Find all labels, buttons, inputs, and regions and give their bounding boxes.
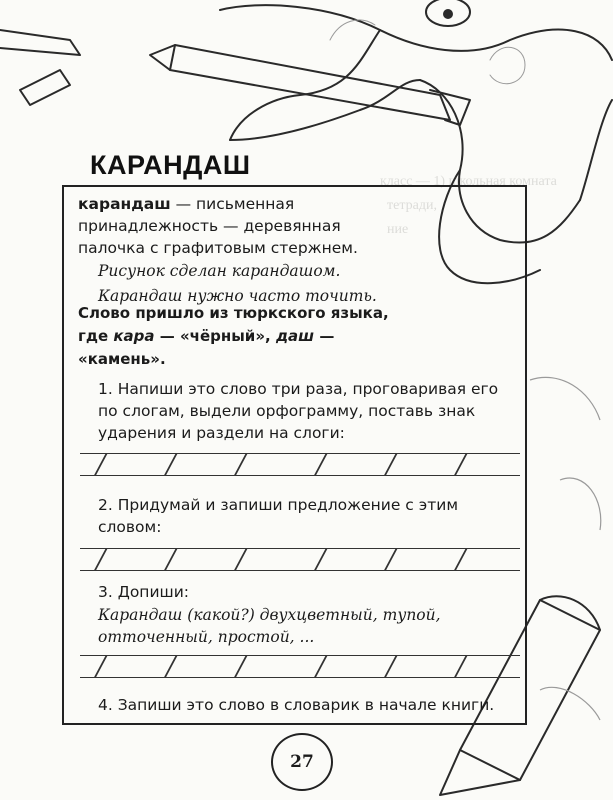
etymology-note (78, 302, 398, 371)
writing-rule (80, 475, 520, 476)
page-number: 27 (271, 733, 333, 791)
definition-text: — письменная принадлежность — деревянная палочка с графитовым стержнем. (78, 195, 358, 257)
bleed-through-text: класс — 1) школьная комната тетради, ние (380, 174, 557, 237)
etymology-part-1: кара (113, 327, 155, 345)
task-2: 2. Придумай и запиши предложение с этим словом: (98, 496, 459, 536)
task-3-text (98, 604, 518, 648)
task-3-title: 3. Допиши: (98, 583, 189, 601)
example-sentence-1: Рисунок сделан карандашом. (98, 262, 341, 280)
task-4: 4. Запиши это слово в словарик в начале книги. (98, 696, 495, 714)
task-1: 1. Напиши это слово три раза, проговаривая его по слогам, выдели орфограмму, поставь знак ударения и раздели на слоги: (98, 380, 499, 442)
etymology-mid-2: — «камень». (78, 327, 335, 368)
etymology-part-2: даш (275, 327, 315, 345)
definition-block (78, 193, 378, 259)
writing-rule (80, 548, 520, 549)
etymology-prefix: Слово пришло из тюркского языка, где (78, 304, 389, 345)
example-sentence-2: Карандаш нужно часто точить. (98, 287, 377, 305)
writing-rule (80, 655, 520, 656)
etymology-mid-1: — «чёрный», (154, 327, 276, 345)
task-3-prompt: Карандаш (какой?) двухцветный, тупой, отточенный, простой, ... (98, 606, 441, 646)
writing-rule (80, 453, 520, 454)
writing-rule (80, 570, 520, 571)
page-title: КАРАНДАШ (90, 150, 251, 180)
writing-rule (80, 677, 520, 678)
definition-term: карандаш (78, 195, 171, 213)
